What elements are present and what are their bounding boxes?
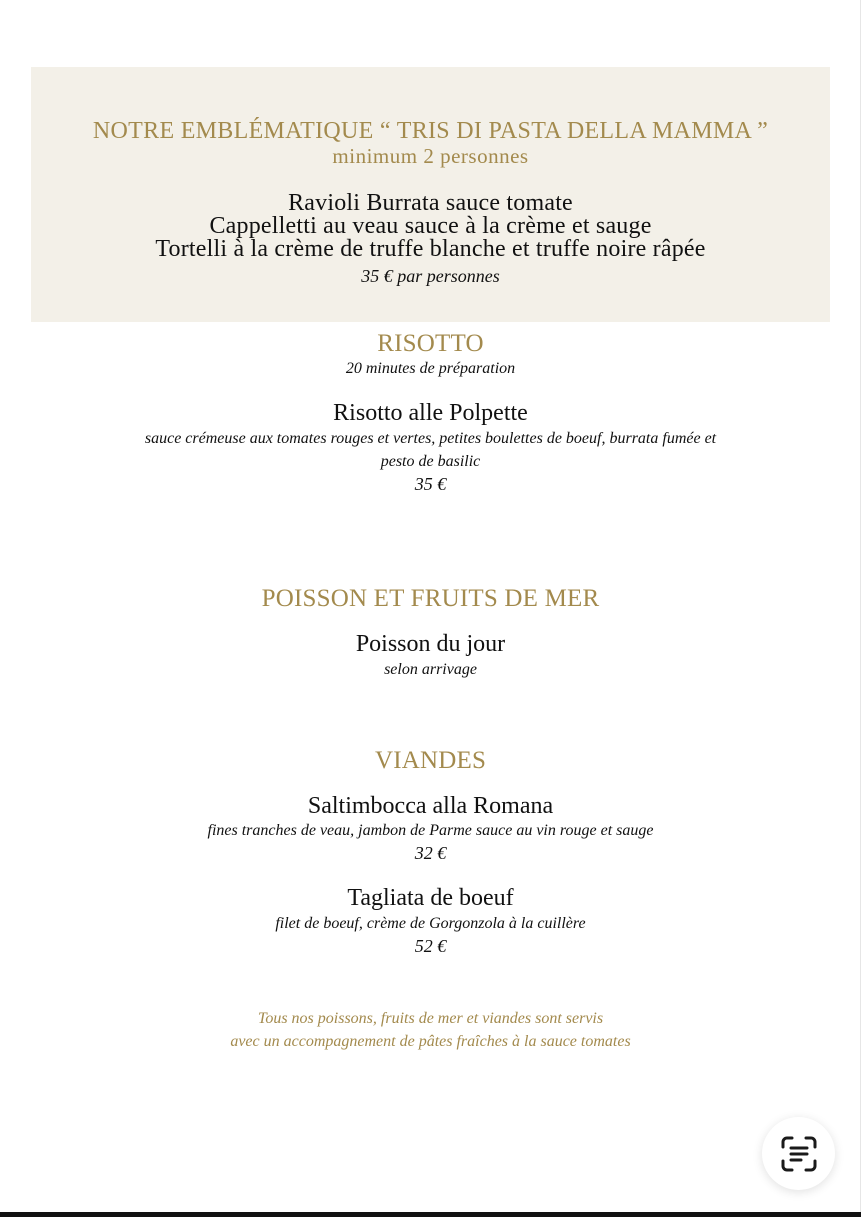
- bottom-edge-bar: [0, 1212, 861, 1217]
- dish-desc-tagliata: filet de boeuf, crème de Gorgonzola à la cuillère: [275, 915, 586, 932]
- dish-price-risotto-polpette: 35 €: [414, 474, 447, 494]
- dish-name-saltimbocca: Saltimbocca alla Romana: [307, 793, 554, 819]
- tris-price: 35 € par personnes: [361, 266, 500, 286]
- tris-item-cappelletti: Cappelletti au veau sauce à la crème et sauge: [209, 213, 652, 239]
- scan-text-button[interactable]: [762, 1117, 835, 1190]
- footer-note-line2: avec un accompagnement de pâtes fraîches à la sauce tomates: [230, 1033, 631, 1050]
- dish-desc-risotto-polpette-1: sauce crémeuse aux tomates rouges et vertes, petites boulettes de boeuf, burrata fumée et: [144, 430, 717, 447]
- tris-title: NOTRE EMBLÉMATIQUE “ TRIS DI PASTA DELLA MAMMA ”: [92, 118, 769, 144]
- dish-desc-risotto-polpette-2: pesto de basilic: [380, 453, 481, 470]
- footer-note-line1: Tous nos poissons, fruits de mer et viandes sont servis: [257, 1010, 604, 1027]
- dish-name-tagliata: Tagliata de boeuf: [347, 885, 514, 911]
- tris-item-ravioli: Ravioli Burrata sauce tomate: [288, 190, 573, 216]
- section-title-viandes: VIANDES: [374, 747, 487, 774]
- dish-name-poisson-du-jour: Poisson du jour: [355, 631, 506, 657]
- tris-subtitle: minimum 2 personnes: [332, 144, 529, 168]
- section-title-risotto: RISOTTO: [377, 330, 484, 357]
- tris-item-tortelli: Tortelli à la crème de truffe blanche et truffe noire râpée: [155, 236, 706, 262]
- section-title-poisson: POISSON ET FRUITS DE MER: [261, 585, 600, 612]
- dish-desc-saltimbocca: fines tranches de veau, jambon de Parme sauce au vin rouge et sauge: [207, 822, 654, 839]
- dish-price-saltimbocca: 32 €: [414, 843, 447, 863]
- dish-price-tagliata: 52 €: [414, 936, 447, 956]
- text-scan-icon: [779, 1134, 819, 1174]
- dish-desc-poisson-du-jour: selon arrivage: [384, 661, 477, 678]
- risotto-note: 20 minutes de préparation: [345, 360, 516, 377]
- dish-name-risotto-polpette: Risotto alle Polpette: [333, 400, 528, 426]
